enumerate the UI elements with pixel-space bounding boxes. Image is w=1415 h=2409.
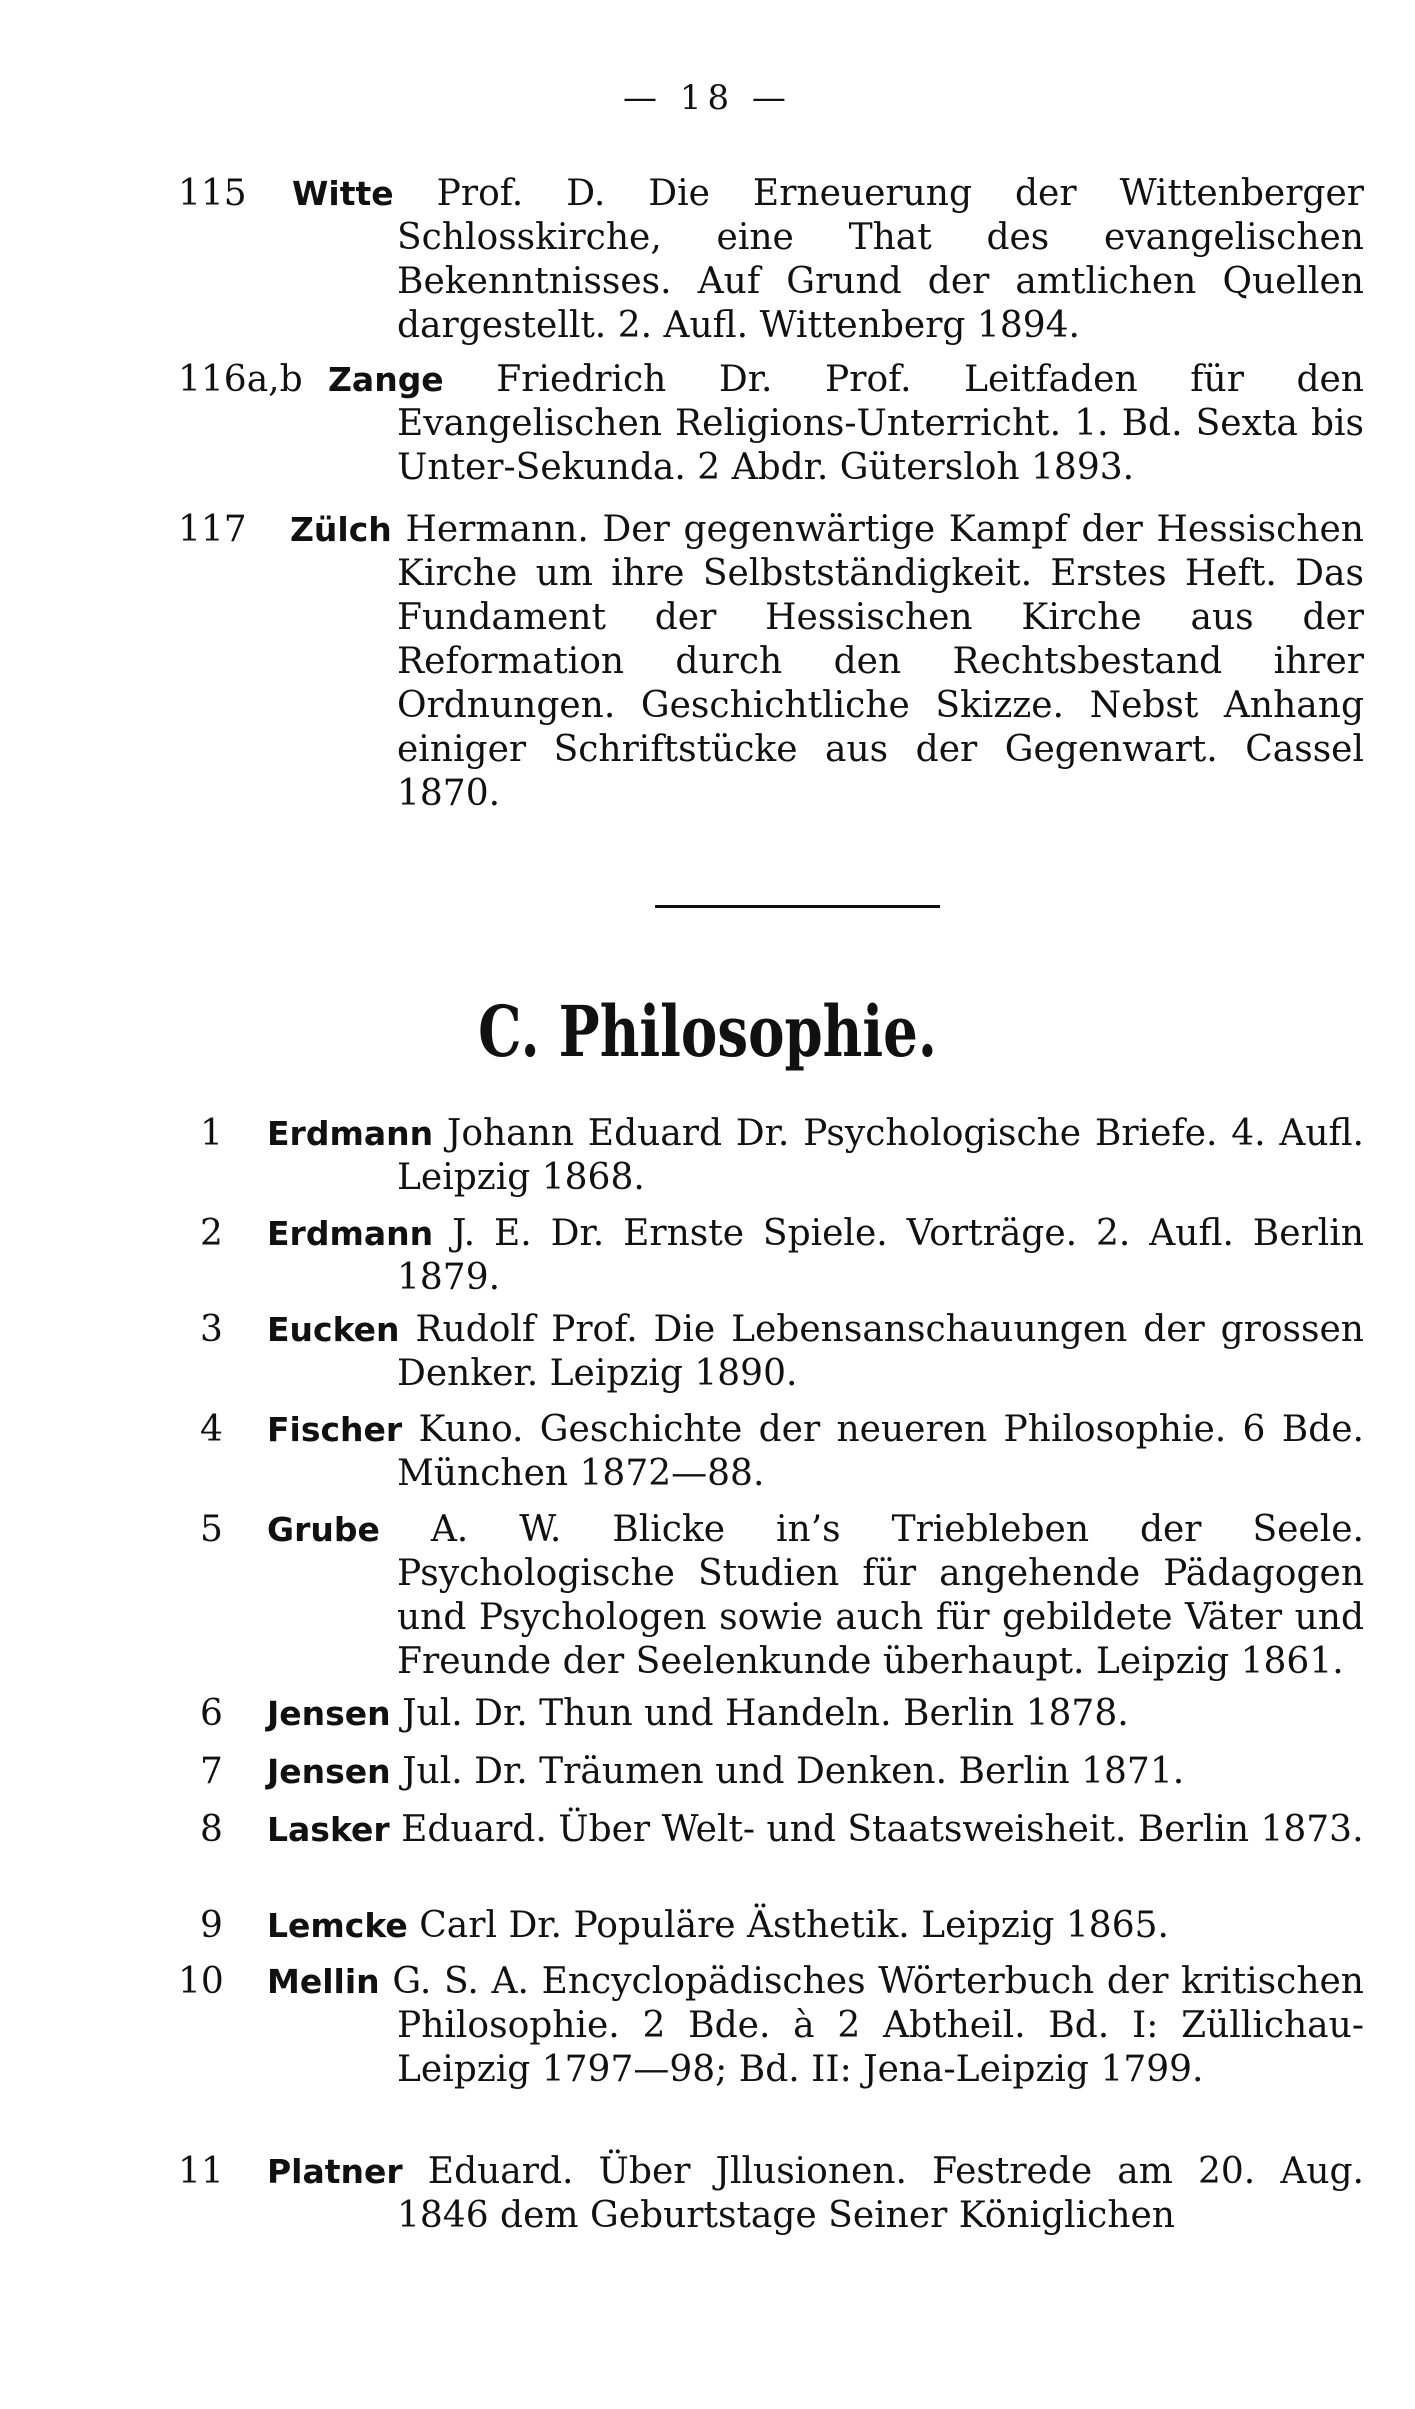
- entry-number: 8: [200, 1809, 223, 1850]
- entry-author: Lasker: [267, 1810, 390, 1849]
- entry-text: [292, 172, 1364, 348]
- entry-body: Eduard. Über Jllusionen. Festrede am 20. Aug. 1846 dem Geburtstage Seiner Königlichen: [397, 2151, 1364, 2236]
- entry-number: 115: [178, 173, 247, 214]
- section-title: C. Philosophie.: [478, 990, 937, 1073]
- divider: [655, 905, 940, 908]
- entry-author: Grube: [267, 1510, 380, 1549]
- entry-body: Prof. D. Die Erneuerung der Wittenberger Schlosskirche, eine That des evangelischen Bekenntnisses. Auf Grund der amtlichen Quellen dargestellt. 2. Aufl. Wittenberg 1894.: [397, 173, 1364, 346]
- entry-body: Jul. Dr. Thun und Handeln. Berlin 1878.: [402, 1693, 1129, 1734]
- entry-number: 3: [200, 1309, 223, 1350]
- entry-author: Zange: [328, 360, 444, 399]
- entry-number: 9: [200, 1905, 223, 1946]
- entry-author: Mellin: [267, 1962, 380, 2001]
- entry-body: Rudolf Prof. Die Lebensanschauungen der grossen Denker. Leipzig 1890.: [397, 1309, 1364, 1394]
- entry-body: Eduard. Über Welt- und Staatsweisheit. Berlin 1873.: [401, 1809, 1364, 1850]
- entry-text: [267, 1212, 1364, 1300]
- entry-number: 116a,b: [178, 359, 303, 400]
- entry-number: 117: [178, 509, 247, 550]
- entry-text: [267, 1508, 1364, 1684]
- entry-author: Witte: [292, 174, 394, 213]
- entry-body: Jul. Dr. Träumen und Denken. Berlin 1871.: [402, 1751, 1185, 1792]
- entry-author: Jensen: [267, 1752, 391, 1791]
- entry-number: 1: [200, 1113, 223, 1154]
- entry-number: 2: [200, 1213, 223, 1254]
- entry-text: [267, 1692, 1364, 1736]
- entry-text: [267, 1750, 1364, 1794]
- entry-text: [267, 2150, 1364, 2238]
- entry-text: [267, 1808, 1364, 1852]
- entry-body: Johann Eduard Dr. Psychologische Briefe. 4. Aufl. Leipzig 1868.: [397, 1113, 1365, 1198]
- entry-text: [328, 358, 1364, 490]
- entry-author: Zülch: [290, 510, 392, 549]
- entry-author: Jensen: [267, 1694, 391, 1733]
- entry-text: [267, 1904, 1364, 1948]
- entry-author: Erdmann: [267, 1214, 434, 1253]
- entry-author: Eucken: [267, 1310, 400, 1349]
- entry-author: Erdmann: [267, 1114, 434, 1153]
- entry-body: Hermann. Der gegenwärtige Kampf der Hessischen Kirche um ihre Selbstständigkeit. Erstes Heft. Das Fundament der Hessischen Kirche aus der Reformation durch den Rechtsbestand ihrer Ordnungen. Geschichtliche Skizze. Nebst Anhang einiger Schriftstücke aus der Gegenwart. Cassel 1870.: [397, 509, 1364, 814]
- entry-number: 5: [200, 1509, 223, 1550]
- entry-body: Carl Dr. Populäre Ästhetik. Leipzig 1865.: [419, 1905, 1169, 1946]
- page-number: — 18 —: [623, 78, 792, 118]
- entry-author: Fischer: [267, 1410, 403, 1449]
- entry-text: [290, 508, 1364, 816]
- entry-body: Friedrich Dr. Prof. Leitfaden für den Evangelischen Religions-Unterricht. 1. Bd. Sexta bis Unter-Sekunda. 2 Abdr. Gütersloh 1893.: [397, 359, 1364, 488]
- entry-body: G. S. A. Encyclopädisches Wörterbuch der kritischen Philosophie. 2 Bde. à 2 Abtheil. Bd. I: Züllichau-Leipzig 1797—98; Bd. II: Jena-Leipzig 1799.: [392, 1961, 1364, 2090]
- entry-number: 11: [178, 2151, 224, 2192]
- entry-body: A. W. Blicke in’s Triebleben der Seele. Psychologische Studien für angehende Pädagogen und Psychologen sowie auch für gebildete Väter und Freunde der Seelenkunde überhaupt. Leipzig 1861.: [397, 1509, 1364, 1682]
- entry-text: [267, 1408, 1364, 1496]
- entry-number: 6: [200, 1693, 223, 1734]
- entry-number: 7: [200, 1751, 223, 1792]
- entry-number: 10: [178, 1961, 224, 2002]
- entry-text: [267, 1308, 1364, 1396]
- entry-text: [267, 1112, 1364, 1200]
- entry-number: 4: [200, 1409, 223, 1450]
- entry-body: J. E. Dr. Ernste Spiele. Vorträge. 2. Aufl. Berlin 1879.: [397, 1213, 1364, 1298]
- entry-body: Kuno. Geschichte der neueren Philosophie. 6 Bde. München 1872—88.: [397, 1409, 1364, 1494]
- entry-author: Lemcke: [267, 1906, 408, 1945]
- entry-author: Platner: [267, 2152, 403, 2191]
- entry-text: [267, 1960, 1364, 2092]
